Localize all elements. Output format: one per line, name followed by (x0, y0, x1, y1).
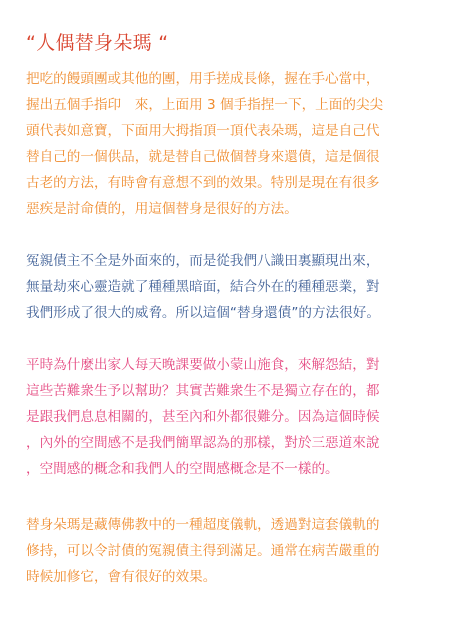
paragraph-evening-offering (26, 352, 438, 482)
text-line: 這些苦難衆生予以幫助？其實苦難衆生不是獨立存在的，都 (26, 383, 380, 399)
text-line: 無量劫來心靈造就了種種黑暗面，結合外在的種種惡業，對 (26, 279, 380, 295)
paragraph-torma-method (26, 66, 438, 222)
page-title: “人偶替身朵瑪 “ (26, 32, 169, 54)
paragraph-karmic-creditors (26, 248, 438, 326)
text-line: 是跟我們息息相關的，甚至內和外都很難分。因為這個時候 (26, 409, 380, 425)
text-line: ，空間感的概念和我們人的空間感概念是不一樣的。 (26, 461, 339, 477)
text-line: 古老的方法，有時會有意想不到的效果。特別是現在有很多 (26, 175, 380, 191)
text-line: 頭代表如意寶，下面用大拇指頂一頂代表朵瑪，這是自己代 (26, 123, 380, 139)
paragraph-tibetan-ritual (26, 512, 438, 590)
text-line: 時候加修它，會有很好的效果。 (26, 569, 217, 585)
text-line: 冤親債主不全是外面來的，而是從我們八識田裏顯現出來， (26, 253, 380, 269)
text-line: 我們形成了很大的威脅。所以這個“替身還債”的方法很好。 (26, 305, 380, 321)
text-line: 平時為什麼出家人每天晚課要做小蒙山施食，來解怨結，對 (26, 357, 380, 373)
text-line: ，內外的空間感不是我們簡單認為的那樣，對於三惡道來說 (26, 435, 380, 451)
text-line: 握出五個手指印 來，上面用 3 個手指捏一下，上面的尖尖 (26, 97, 384, 113)
text-line: 惡疾是討命債的，用這個替身是很好的方法。 (26, 201, 298, 217)
text-line: 修持，可以令討債的冤親債主得到滿足。通常在病苦嚴重的 (26, 543, 380, 559)
text-line: 把吃的饅頭團或其他的團，用手搓成長條，握在手心當中， (26, 71, 380, 87)
text-line: 替自己的一個供品，就是替自己做個替身來還債，這是個很 (26, 149, 380, 165)
text-line: 替身朵瑪是藏傳佛教中的一種超度儀軌，透過對這套儀軌的 (26, 517, 380, 533)
